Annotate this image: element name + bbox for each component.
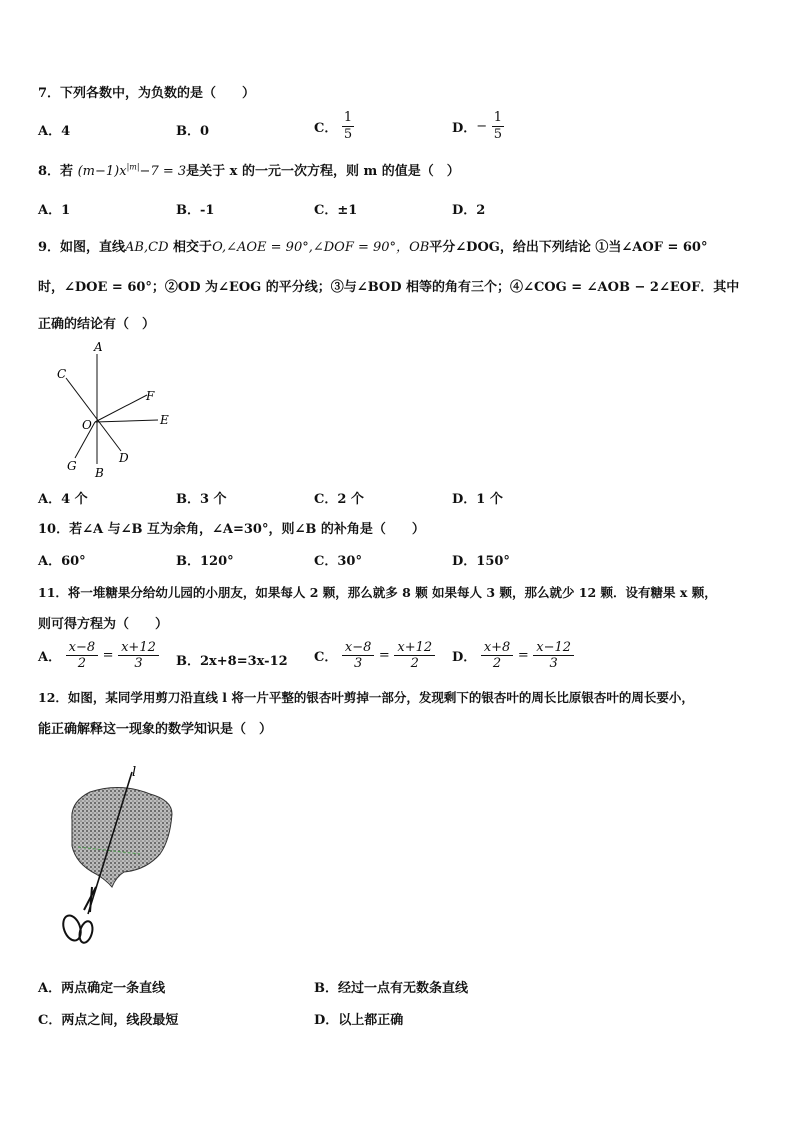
question-9-line-2: 时，∠DOE = 60°；②OD 为∠EOG 的平分线；③与∠BOD 相等的角有三个；④∠COG = ∠AOB − 2∠EOF．其中 [38,280,740,295]
q11-option-a: A． $\frac{x-8}{2}$ = $\frac{x+12}{3}$ [38,640,159,671]
q10-option-c: C．30° [314,554,362,569]
ray-of [95,395,147,422]
q8-option-a: A．1 [38,203,71,218]
question-9-line-1: 9．如图，直线AB,CD 相交于O,∠AOE = 90°,∠DOF = 90°，OB平分∠DOG，给出下列结论 ①当∠AOF = 60° [38,240,708,255]
label-B: B [95,466,104,480]
q12-option-d: D．以上都正确 [314,1013,404,1028]
q9-option-a: A．4 个 [38,492,88,507]
q12-option-a: A．两点确定一条直线 [38,981,166,996]
q11-option-c: C． $\frac{x-8}{3}$ = $\frac{x+12}{2}$ [314,640,435,671]
q10-option-d: D．150° [452,554,510,569]
q7-option-a: A．4 [38,124,71,139]
q9-option-c: C．2 个 [314,492,364,507]
q11-option-b: B．2x+8=3x-12 [176,654,288,669]
scissors-icon [60,887,96,944]
q11-option-d: D． $\frac{x+8}{2}$ = $\frac{x-12}{3}$ [452,640,574,671]
line-cd [66,378,121,451]
q8-option-b: B．-1 [176,203,215,218]
q7-option-b: B．0 [176,124,210,139]
label-C: C [57,367,67,381]
q10-option-b: B．120° [176,554,234,569]
label-G: G [67,459,77,473]
question-9-line-3: 正确的结论有（ ） [38,317,156,332]
label-E: E [160,413,169,427]
question-11-line-2: 则可得方程为（ ） [38,617,169,632]
label-F: F [146,389,155,403]
ray-oe [95,420,158,422]
q7-option-c: C． $\frac{1}{5}$ [314,110,353,142]
q7-d-fraction: $\frac{1}{5}$ [493,110,502,142]
label-O: O [82,418,92,432]
q7-option-d: D．− $\frac{1}{5}$ [452,110,502,142]
q9-option-d: D．1 个 [452,492,503,507]
q10-option-a: A．60° [38,554,86,569]
label-D: D [119,451,129,465]
question-7-stem: 7．下列各数中，为负数的是（ ） [38,86,256,101]
q7-c-fraction: $\frac{1}{5}$ [343,110,353,142]
question-8-stem: 8．若 $(m-1)x^{|m|}-7 = 3$是关于 x 的一元一次方程，则 m 的值是（ ） [38,162,460,179]
q8-option-d: D．2 [452,203,486,218]
question-10-stem: 10．若∠A 与∠B 互为余角，∠A=30°，则∠B 的补角是（ ） [38,522,425,537]
label-A: A [94,340,103,354]
q12-option-c: C．两点之间，线段最短 [38,1013,179,1028]
q8-option-c: C．±1 [314,203,358,218]
line-l-label: l [132,765,137,780]
question-12-line-1: 12．如图，某同学用剪刀沿直线 l 将一片平整的银杏叶剪掉一部分，发现剩下的银杏叶的周长比原银杏叶的周长要小， [38,690,694,705]
q12-option-b: B．经过一点有无数条直线 [314,981,468,996]
q9-figure [50,338,190,483]
q9-option-b: B．3 个 [176,492,227,507]
ginkgo-leaf-scissors-figure [50,762,190,952]
question-11-line-1: 11．将一堆糖果分给幼儿园的小朋友，如果每人 2 颗，那么就多 8 颗 如果每人 3 颗，那么就少 12 颗．设有糖果 x 颗， [38,585,717,600]
question-12-line-2: 能正确解释这一现象的数学知识是（ ） [38,722,273,737]
